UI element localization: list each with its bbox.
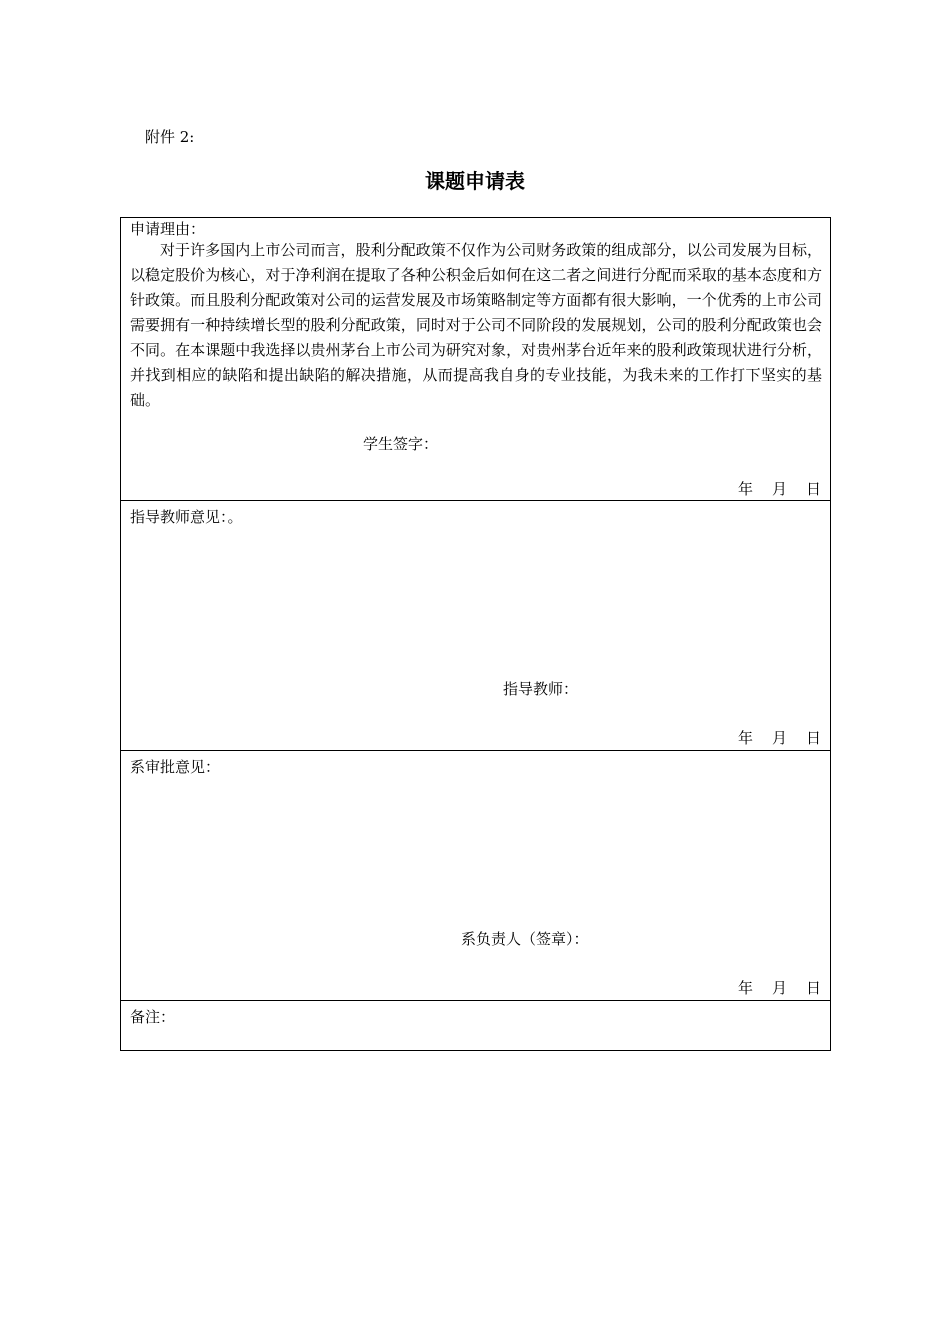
student-signature-label: 学生签字：: [363, 435, 439, 453]
application-reason-label: 申请理由：: [130, 220, 206, 238]
attachment-label: 附件 2:: [145, 128, 195, 146]
department-approval-section: [121, 751, 830, 1001]
department-signature-label: 系负责人（签章）：: [461, 930, 589, 948]
teacher-date: [738, 728, 821, 748]
date-day-label: 日: [805, 979, 821, 997]
notes-label: 备注：: [130, 1008, 176, 1026]
page-title: 课题申请表: [425, 169, 525, 193]
application-reason-section: [121, 218, 830, 501]
date-year-label: 年: [737, 979, 753, 997]
department-approval-label: 系审批意见：: [130, 758, 221, 776]
date-day-label: 日: [805, 480, 821, 498]
date-year-label: 年: [737, 729, 753, 747]
teacher-opinion-section: [121, 501, 830, 751]
application-reason-text: 对于许多国内上市公司而言，股利分配政策不仅作为公司财务政策的组成部分，以公司发展为目标，以稳定股价为核心，对于净利润在提取了各种公积金后如何在这二者之间进行分配而采取的基本态度和方针政策。而且股利分配政策对公司的运营发展及市场策略制定等方面都有很大影响，一个优秀的上市公司需要拥有一种持续增长型的股利分配政策，同时对于公司不同阶段的发展规划，公司的股利分配政策也会不同。在本课题中我选择以贵州茅台上市公司为研究对象，对贵州茅台近年来的股利政策现状进行分析，并找到相应的缺陷和提出缺陷的解决措施，从而提高我自身的专业技能，为我未来的工作打下坚实的基础。: [130, 241, 822, 409]
date-year-label: 年: [737, 480, 753, 498]
date-month-label: 月: [771, 729, 787, 747]
teacher-signature-label: 指导教师：: [503, 680, 579, 698]
notes-section: [121, 1001, 830, 1050]
student-date: [738, 479, 821, 499]
department-date: [738, 978, 821, 998]
date-day-label: 日: [805, 729, 821, 747]
date-month-label: 月: [771, 979, 787, 997]
application-form: [120, 217, 831, 1051]
date-month-label: 月: [771, 480, 787, 498]
teacher-opinion-label: 指导教师意见：。: [130, 508, 243, 526]
